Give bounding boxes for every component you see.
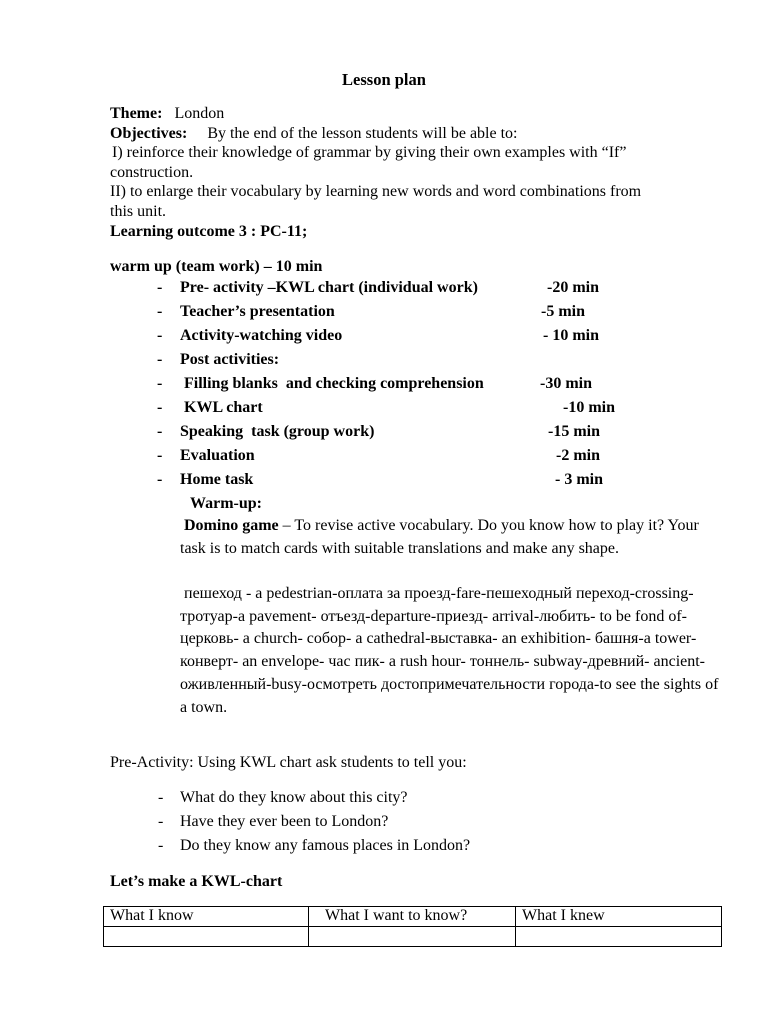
question-item: - What do they know about this city? bbox=[158, 789, 408, 806]
agenda-item-label: Home task bbox=[180, 471, 254, 488]
warm-up-timing: warm up (team work) – 10 min bbox=[110, 258, 323, 275]
agenda-item: - Filling blanks and checking comprehension -30 min bbox=[157, 375, 592, 392]
question-text: What do they know about this city? bbox=[180, 789, 408, 806]
domino-vocabulary bbox=[180, 583, 720, 719]
agenda-item-label: Filling blanks and checking comprehension bbox=[180, 375, 484, 392]
agenda-item-time: -5 min bbox=[541, 303, 585, 320]
kwl-empty-cell[interactable] bbox=[104, 927, 309, 947]
objective-1-line-1: I) reinforce their knowledge of grammar by giving their own examples with “If” bbox=[112, 144, 627, 161]
theme-label: Theme: bbox=[110, 105, 163, 122]
kwl-empty-row bbox=[104, 927, 722, 947]
objective-1-line-2: construction. bbox=[110, 164, 194, 181]
question-item: - Do they know any famous places in London? bbox=[158, 837, 471, 854]
kwl-heading: Let’s make a KWL-chart bbox=[110, 873, 283, 890]
agenda-item: - Teacher’s presentation -5 min bbox=[157, 303, 585, 320]
domino-text: – To revise active vocabulary. Do you know how to play it? Your task is to match cards with suitable translations and make any shape. bbox=[180, 517, 699, 557]
agenda-item: - Pre- activity –KWL chart (individual work) -20 min bbox=[157, 279, 599, 296]
theme-value: London bbox=[174, 105, 225, 122]
agenda-item-time: - 10 min bbox=[543, 327, 599, 344]
page-title: Lesson plan bbox=[342, 70, 426, 89]
objective-2-line-1: II) to enlarge their vocabulary by learning new words and word combinations from bbox=[110, 183, 642, 200]
domino-title: Domino game bbox=[184, 517, 279, 534]
agenda-item-label: Activity-watching video bbox=[180, 327, 343, 344]
objective-2-line-2: this unit. bbox=[110, 203, 167, 220]
kwl-empty-cell[interactable] bbox=[516, 927, 722, 947]
objectives-label: Objectives: bbox=[110, 125, 188, 142]
agenda-item-time: -10 min bbox=[563, 399, 615, 416]
agenda-item-label: Speaking task (group work) bbox=[180, 423, 375, 440]
kwl-empty-cell[interactable] bbox=[309, 927, 516, 947]
agenda-item-label: Evaluation bbox=[180, 447, 255, 464]
theme-line bbox=[110, 104, 720, 124]
objectives-intro: By the end of the lesson students will be able to: bbox=[207, 125, 518, 142]
domino-vocab-text: пешеход - a pedestrian-оплата за проезд-fare-пешеходный переход-crossing-тротуар-a pavement- отъезд-departure-приезд- arrival-любить- to be fond of- церковь- a church- собор- a cathedral-выставка- an exhibition- башня-a tower-конверт- an envelope- час пик- a rush hour- тоннель- subway-древний- ancient-оживленный-busy-осмотреть достопримечательности города-to see the sights of a town. bbox=[180, 585, 719, 716]
question-item: - Have they ever been to London? bbox=[158, 813, 389, 830]
agenda-item: - KWL chart -10 min bbox=[157, 399, 615, 416]
agenda-item-time: -20 min bbox=[547, 279, 599, 296]
agenda-item-time: -15 min bbox=[548, 423, 600, 440]
agenda-item-label: KWL chart bbox=[180, 399, 263, 416]
agenda-item-time: - 3 min bbox=[555, 471, 603, 488]
agenda-item-label: Post activities: bbox=[180, 351, 280, 368]
kwl-header-row bbox=[104, 907, 722, 927]
agenda-item-time: -2 min bbox=[556, 447, 600, 464]
agenda-item-label: Teacher’s presentation bbox=[180, 303, 335, 320]
agenda-item: - Activity-watching video - 10 min bbox=[157, 327, 599, 344]
agenda-item: - Speaking task (group work) -15 min bbox=[157, 423, 600, 440]
kwl-header-cell: What I want to know? bbox=[309, 907, 516, 927]
domino-paragraph bbox=[180, 515, 720, 560]
kwl-header-cell: What I know bbox=[104, 907, 309, 927]
pre-activity-line: Pre-Activity: Using KWL chart ask students to tell you: bbox=[110, 754, 467, 771]
agenda-item-label: Pre- activity –KWL chart (individual work) bbox=[180, 279, 478, 296]
warmup-heading: Warm-up: bbox=[190, 495, 262, 512]
agenda-item-time: -30 min bbox=[540, 375, 592, 392]
objectives-line bbox=[110, 124, 720, 144]
question-text: Have they ever been to London? bbox=[180, 813, 389, 830]
kwl-table bbox=[103, 906, 722, 947]
agenda-item: - Post activities: bbox=[157, 351, 280, 368]
agenda-item: - Home task - 3 min bbox=[157, 471, 603, 488]
kwl-header-cell: What I knew bbox=[516, 907, 722, 927]
question-text: Do they know any famous places in London? bbox=[180, 837, 471, 854]
learning-outcome: Learning outcome 3 : PC-11; bbox=[110, 223, 308, 240]
agenda-item: - Evaluation -2 min bbox=[157, 447, 600, 464]
